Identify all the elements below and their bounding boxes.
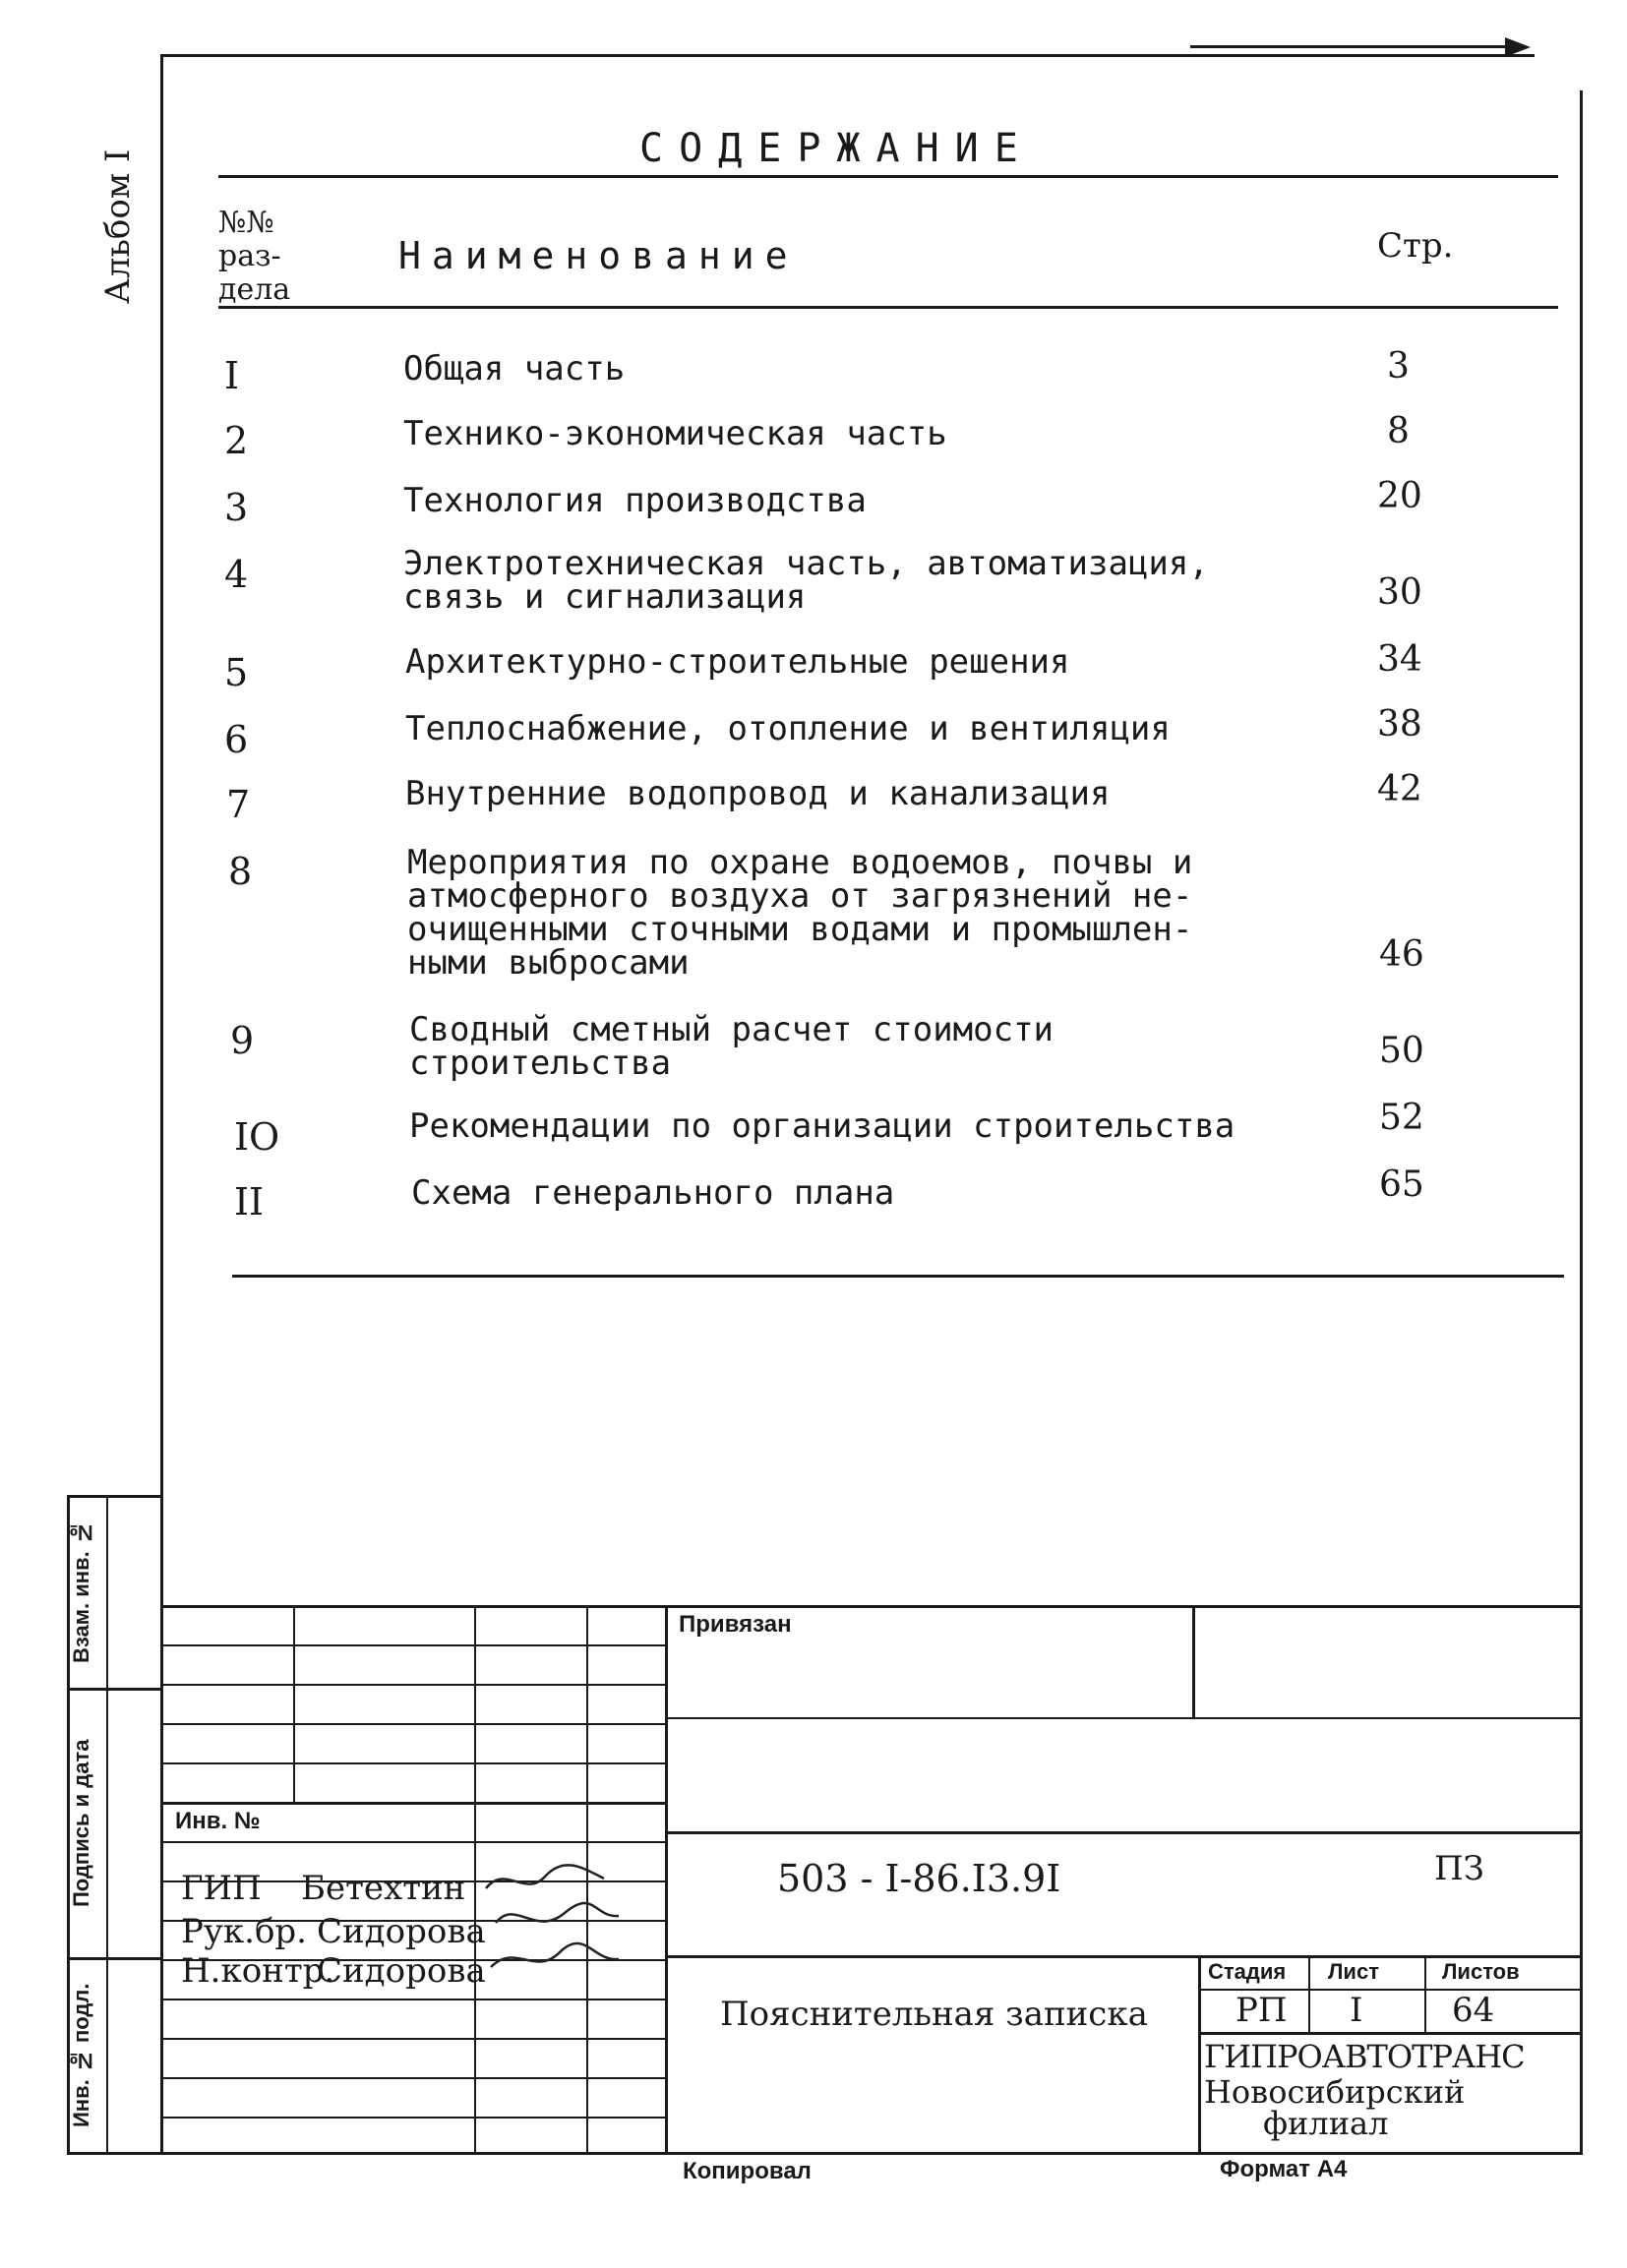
tb-stadiya-col-2: [1424, 1955, 1426, 2034]
tb-row-privyazan: [665, 1717, 1583, 1719]
frame-right-border: [1580, 90, 1583, 2154]
toc-row-title: Мероприятия по охране водоемов, почвы и атмосферного воздуха от загрязнений не- очищенными сточными водами и промышлен- ными выбросами: [407, 843, 1193, 983]
signature-marks: [476, 1859, 624, 2006]
toc-row-title: Технология производства: [403, 481, 867, 520]
header-bottom-rule: [218, 306, 1558, 309]
side-column-divider-1: [67, 1688, 163, 1691]
toc-row-page: 42: [1377, 769, 1422, 809]
toc-row-title: Сводный сметный расчет стоимости строительства: [409, 1010, 1055, 1083]
tb-row-code-top: [665, 1831, 1583, 1834]
tb-row-name-top: [665, 1955, 1583, 1958]
toc-row-page: 20: [1377, 476, 1422, 516]
grid-row: [163, 1841, 665, 1843]
titleblock-top: [163, 1605, 1583, 1608]
stadiya-value: РП: [1235, 1991, 1288, 2030]
titleblock-left-separator: [665, 1605, 668, 2154]
side-label-vzam: Взам. инв. №: [69, 1521, 93, 1664]
list-label: Лист: [1328, 1959, 1379, 1984]
side-column-inner: [106, 1495, 108, 2154]
toc-row-number: 6: [224, 718, 249, 761]
toc-row-number: 5: [224, 651, 249, 694]
toc-row-title: Внутренние водопровод и канализация: [405, 774, 1111, 813]
header-name: Наименование: [398, 234, 799, 277]
ruk-name: Сидорова: [317, 1912, 486, 1951]
toc-row-page: 46: [1379, 934, 1424, 975]
side-label-inv: Инв. № подл.: [69, 1983, 93, 2128]
frame-arrow-line: [1190, 45, 1515, 48]
side-label-podpis: Подпись и дата: [69, 1739, 93, 1908]
document-code: 503 - I-86.I3.9I: [777, 1857, 1061, 1900]
header-section-no: №№ раз- дела: [218, 206, 291, 307]
privyazan-separator: [1192, 1605, 1195, 1719]
grid-row: [163, 2077, 665, 2079]
stadiya-label: Стадия: [1208, 1959, 1287, 1984]
toc-row-page: 30: [1377, 572, 1422, 613]
ruk-role: Рук.бр.: [181, 1912, 307, 1951]
header-page: Стр.: [1377, 226, 1454, 266]
grid-row: [163, 2117, 665, 2119]
tb-stadiya-left: [1198, 1955, 1201, 2154]
listov-label: Листов: [1442, 1959, 1520, 1984]
toc-row-title: Теплоснабжение, отопление и вентиляция: [405, 709, 1171, 748]
frame-left-border: [160, 54, 163, 2154]
gip-role: ГИП: [181, 1869, 262, 1908]
toc-row-title: Электротехническая часть, автоматизация, связь и сигнализация: [403, 544, 1209, 617]
document-type: ПЗ: [1434, 1849, 1484, 1888]
grid-col-1: [293, 1605, 295, 1802]
org-line-2: Новосибирский: [1204, 2073, 1466, 2111]
side-column-divider-2: [67, 1957, 163, 1960]
kopiroval-label: Копировал: [683, 2158, 812, 2184]
page-title: СОДЕРЖАНИЕ: [639, 126, 1034, 171]
grid-row: [163, 2038, 665, 2040]
grid-row: [163, 1762, 665, 1764]
titleblock-bottom: [67, 2152, 1583, 2155]
toc-row-page: 52: [1379, 1098, 1424, 1138]
format-label: Формат А4: [1220, 2156, 1348, 2182]
privyazan-label: Привязан: [679, 1611, 792, 1638]
toc-row-number: IO: [234, 1115, 280, 1159]
grid-row: [163, 1723, 665, 1725]
side-column-top: [67, 1495, 163, 1498]
frame-top-border: [162, 54, 1535, 57]
toc-row-number: II: [234, 1180, 265, 1224]
toc-row-number: 2: [224, 419, 249, 462]
org-line-3: филиал: [1263, 2105, 1389, 2142]
tb-stadiya-col-1: [1308, 1955, 1310, 2034]
nkontr-name: Сидорова: [317, 1951, 486, 1991]
grid-row: [163, 1644, 665, 1646]
album-label: Альбом I: [98, 149, 138, 304]
tb-stadiya-row-2: [1198, 2032, 1583, 2035]
toc-row-page: 3: [1387, 346, 1410, 387]
toc-row-number: 7: [226, 783, 251, 826]
listov-value: 64: [1452, 1991, 1495, 2030]
grid-row: [163, 1802, 665, 1805]
header-top-rule: [218, 175, 1558, 178]
toc-bottom-rule: [232, 1275, 1564, 1278]
gip-name: Бетехтин: [301, 1869, 466, 1908]
toc-row-page: 65: [1379, 1164, 1424, 1205]
toc-row-title: Архитектурно-строительные решения: [405, 642, 1070, 682]
toc-row-number: 9: [230, 1019, 255, 1062]
list-value: I: [1350, 1991, 1363, 2030]
toc-row-title: Схема генерального плана: [411, 1173, 895, 1213]
toc-row-page: 50: [1379, 1031, 1424, 1071]
toc-row-number: 3: [224, 486, 249, 529]
nkontr-role: Н.контр.: [181, 1951, 335, 1991]
inv-no-label: Инв. №: [175, 1808, 261, 1834]
toc-row-title: Технико-экономическая часть: [403, 414, 947, 453]
toc-row-page: 34: [1377, 639, 1422, 680]
toc-row-number: I: [224, 354, 240, 397]
grid-row: [163, 1684, 665, 1686]
toc-row-number: 8: [228, 850, 253, 893]
toc-row-title: Рекомендации по организации строительства: [409, 1106, 1235, 1146]
org-line-1: ГИПРОАВТОТРАНС: [1204, 2038, 1525, 2075]
toc-row-page: 38: [1377, 704, 1422, 745]
toc-row-number: 4: [224, 553, 249, 596]
toc-row-page: 8: [1387, 411, 1410, 451]
document-name: Пояснительная записка: [720, 1995, 1148, 2034]
toc-row-title: Общая часть: [403, 349, 626, 388]
